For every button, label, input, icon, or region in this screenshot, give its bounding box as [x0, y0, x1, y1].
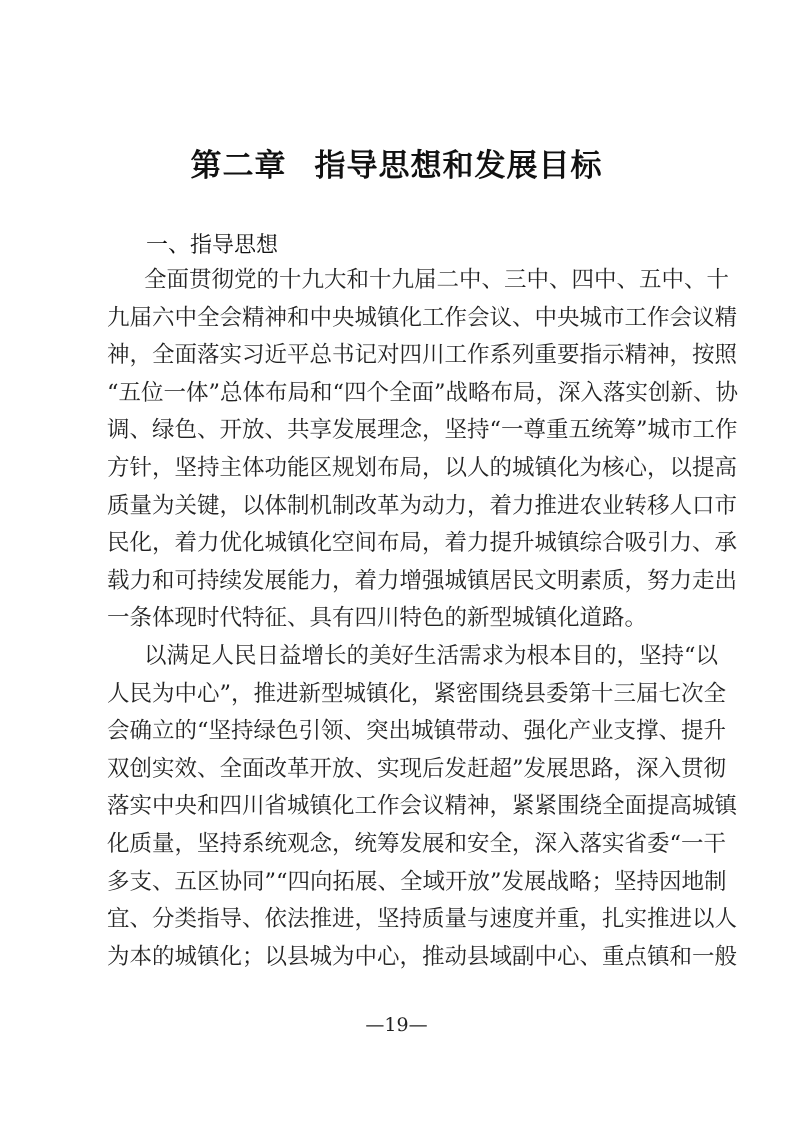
- chapter-title: [0, 140, 793, 185]
- text-line: 民化，着力优化城镇化空间布局，着力提升城镇综合吸引力、承: [107, 530, 738, 557]
- text-line: 为本的城镇化；以县城为中心，推动县域副中心、重点镇和一般: [107, 943, 738, 970]
- text-line: 一条体现时代特征、具有四川特色的新型城镇化道路。: [107, 605, 648, 632]
- text-line: “五位一体”总体布局和“四个全面”战略布局，深入落实创新、协: [107, 379, 739, 406]
- paragraph: [107, 262, 739, 638]
- text-line: 化质量，坚持系统观念，统筹发展和安全，深入落实省委“一干: [107, 830, 727, 857]
- text-line: 人民为中心”，推进新型城镇化，紧密围绕县委第十三届七次全: [107, 680, 727, 707]
- text-line: 以满足人民日益增长的美好生活需求为根本目的，坚持“以: [144, 642, 719, 669]
- text-line: 双创实效、全面改革开放、实现后发赶超”发展思路，深入贯彻: [107, 755, 727, 782]
- text-line: 会确立的“坚持绿色引领、突出城镇带动、强化产业支撑、提升: [107, 718, 727, 745]
- text-line: 神，全面落实习近平总书记对四川工作系列重要指示精神，按照: [107, 342, 738, 369]
- chapter-name: 指导思想和发展目标: [314, 148, 603, 184]
- text-line: 质量为关键，以体制机制改革为动力，着力推进农业转移人口市: [107, 492, 738, 519]
- paragraph: [107, 638, 738, 976]
- body-text: [107, 262, 739, 976]
- text-line: 调、绿色、开放、共享发展理念，坚持“一尊重五统筹”城市工作: [107, 417, 738, 444]
- text-line: 落实中央和四川省城镇化工作会议精神，紧紧围绕全面提高城镇: [107, 793, 738, 820]
- page-number: —19—: [365, 1014, 428, 1036]
- text-line: 多支、五区协同”“四向拓展、全域开放”发展战略；坚持因地制: [107, 868, 727, 895]
- text-line: 方针，坚持主体功能区规划布局，以人的城镇化为核心，以提高: [107, 454, 738, 481]
- section-heading: 一、指导思想: [146, 233, 279, 258]
- text-line: 九届六中全会精神和中央城镇化工作会议、中央城市工作会议精: [107, 304, 738, 331]
- text-line: 载力和可持续发展能力，着力增强城镇居民文明素质，努力走出: [107, 567, 738, 594]
- text-line: 全面贯彻党的十九大和十九届二中、三中、四中、五中、十: [144, 267, 730, 293]
- text-line: 宜、分类指导、依法推进，坚持质量与速度并重，扎实推进以人: [107, 906, 738, 933]
- chapter-number: 第二章: [190, 148, 287, 184]
